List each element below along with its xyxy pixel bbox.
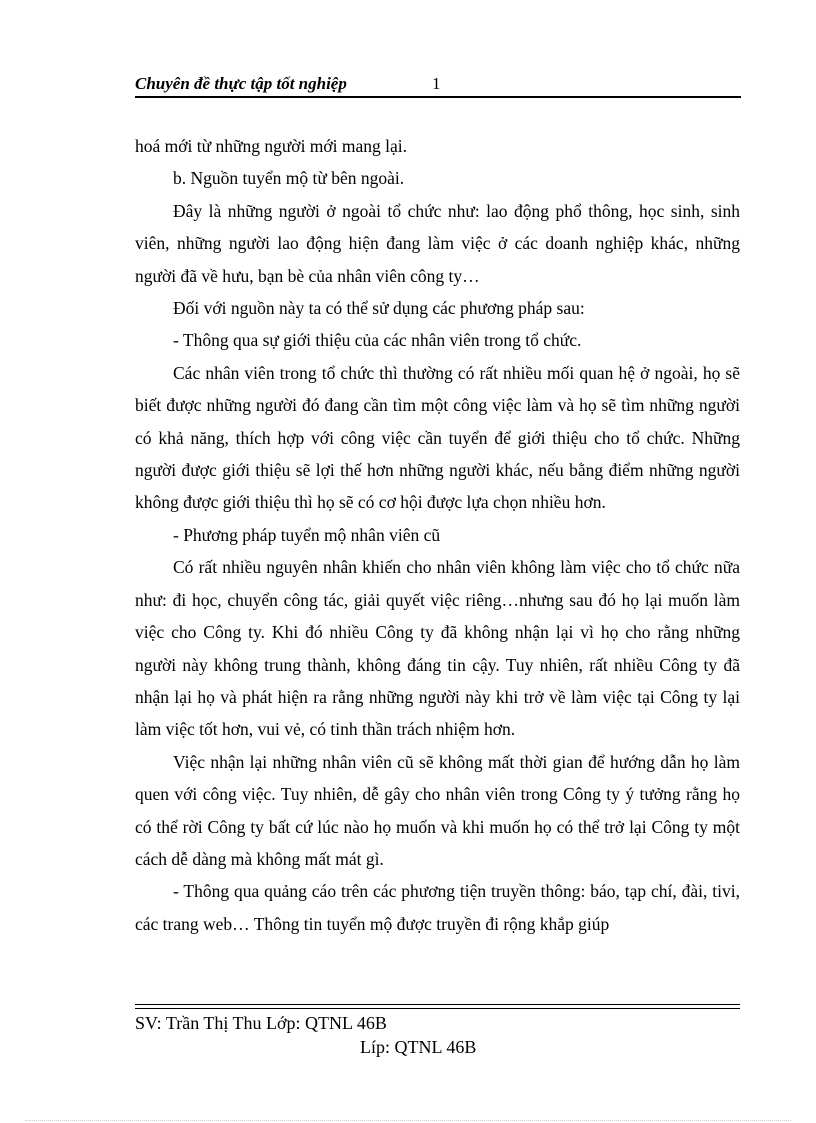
document-body: [135, 130, 740, 940]
paragraph: Đây là những người ở ngoài tổ chức như: lao động phổ thông, học sinh, sinh viên, những người lao động hiện đang làm việc ở các doanh nghiệp khác, những người đã về hưu, bạn bè của nhân viên công ty…: [135, 200, 740, 286]
footer-class: Líp: QTNL 46B: [360, 1037, 477, 1057]
page-edge: [25, 1120, 791, 1121]
bullet-item: - Thông qua sự giới thiệu của các nhân viên trong tổ chức.: [173, 330, 582, 351]
paragraph: Đối với nguồn này ta có thể sử dụng các phương pháp sau:: [173, 298, 585, 319]
subheading-external-source: b. Nguồn tuyển mộ từ bên ngoài.: [173, 168, 405, 189]
paragraph: Việc nhận lại những nhân viên cũ sẽ không mất thời gian để hướng dẫn họ làm quen với công việc. Tuy nhiên, dễ gây cho nhân viên trong Công ty ý tưởng rằng họ có thể rời Công ty bất cứ lúc nào họ muốn và khi muốn họ có thể trở lại Công ty một cách dễ dàng mà không mất mát gì.: [135, 751, 740, 869]
footer-author: SV: Trần Thị Thu Lớp: QTNL 46B: [135, 1013, 387, 1033]
bullet-item: - Thông qua quảng cáo trên các phương tiện truyền thông: báo, tạp chí, đài, tivi, các trang web… Thông tin tuyển mộ được truyền đi rộng khắp giúp: [135, 881, 740, 934]
paragraph-continuation: hoá mới từ những người mới mang lại.: [135, 136, 408, 156]
bullet-item: - Phương pháp tuyển mộ nhân viên cũ: [173, 524, 441, 545]
page-header: [135, 74, 741, 98]
footer-divider: [135, 1004, 740, 1009]
paragraph: Các nhân viên trong tổ chức thì thường có rất nhiều mối quan hệ ở ngoài, họ sẽ biết được những người đó đang cần tìm một công việc làm và họ sẽ tìm những người có khả năng, thích hợp với công việc cần tuyển để giới thiệu cho tổ chức. Những người được giới thiệu sẽ lợi thế hơn những người khác, nếu bằng điểm những người không được giới thiệu thì họ sẽ có cơ hội được lựa chọn nhiều hơn.: [135, 362, 740, 513]
paragraph: Có rất nhiều nguyên nhân khiến cho nhân viên không làm việc cho tổ chức nữa như: đi học, chuyển công tác, giải quyết việc riêng…nhưng sau đó họ lại muốn làm việc cho Công ty. Khi đó nhiều Công ty đã không nhận lại vì họ cho rằng những người này không trung thành, không đáng tin cậy. Tuy nhiên, rất nhiều Công ty đã nhận lại họ và phát hiện ra rằng những người này khi trở về làm việc tại Công ty lại làm việc tốt hơn, vui vẻ, có tinh thần trách nhiệm hơn.: [135, 557, 740, 740]
header-title: Chuyên đề thực tập tốt nghiệp: [135, 74, 347, 93]
page-number: 1: [432, 74, 441, 93]
